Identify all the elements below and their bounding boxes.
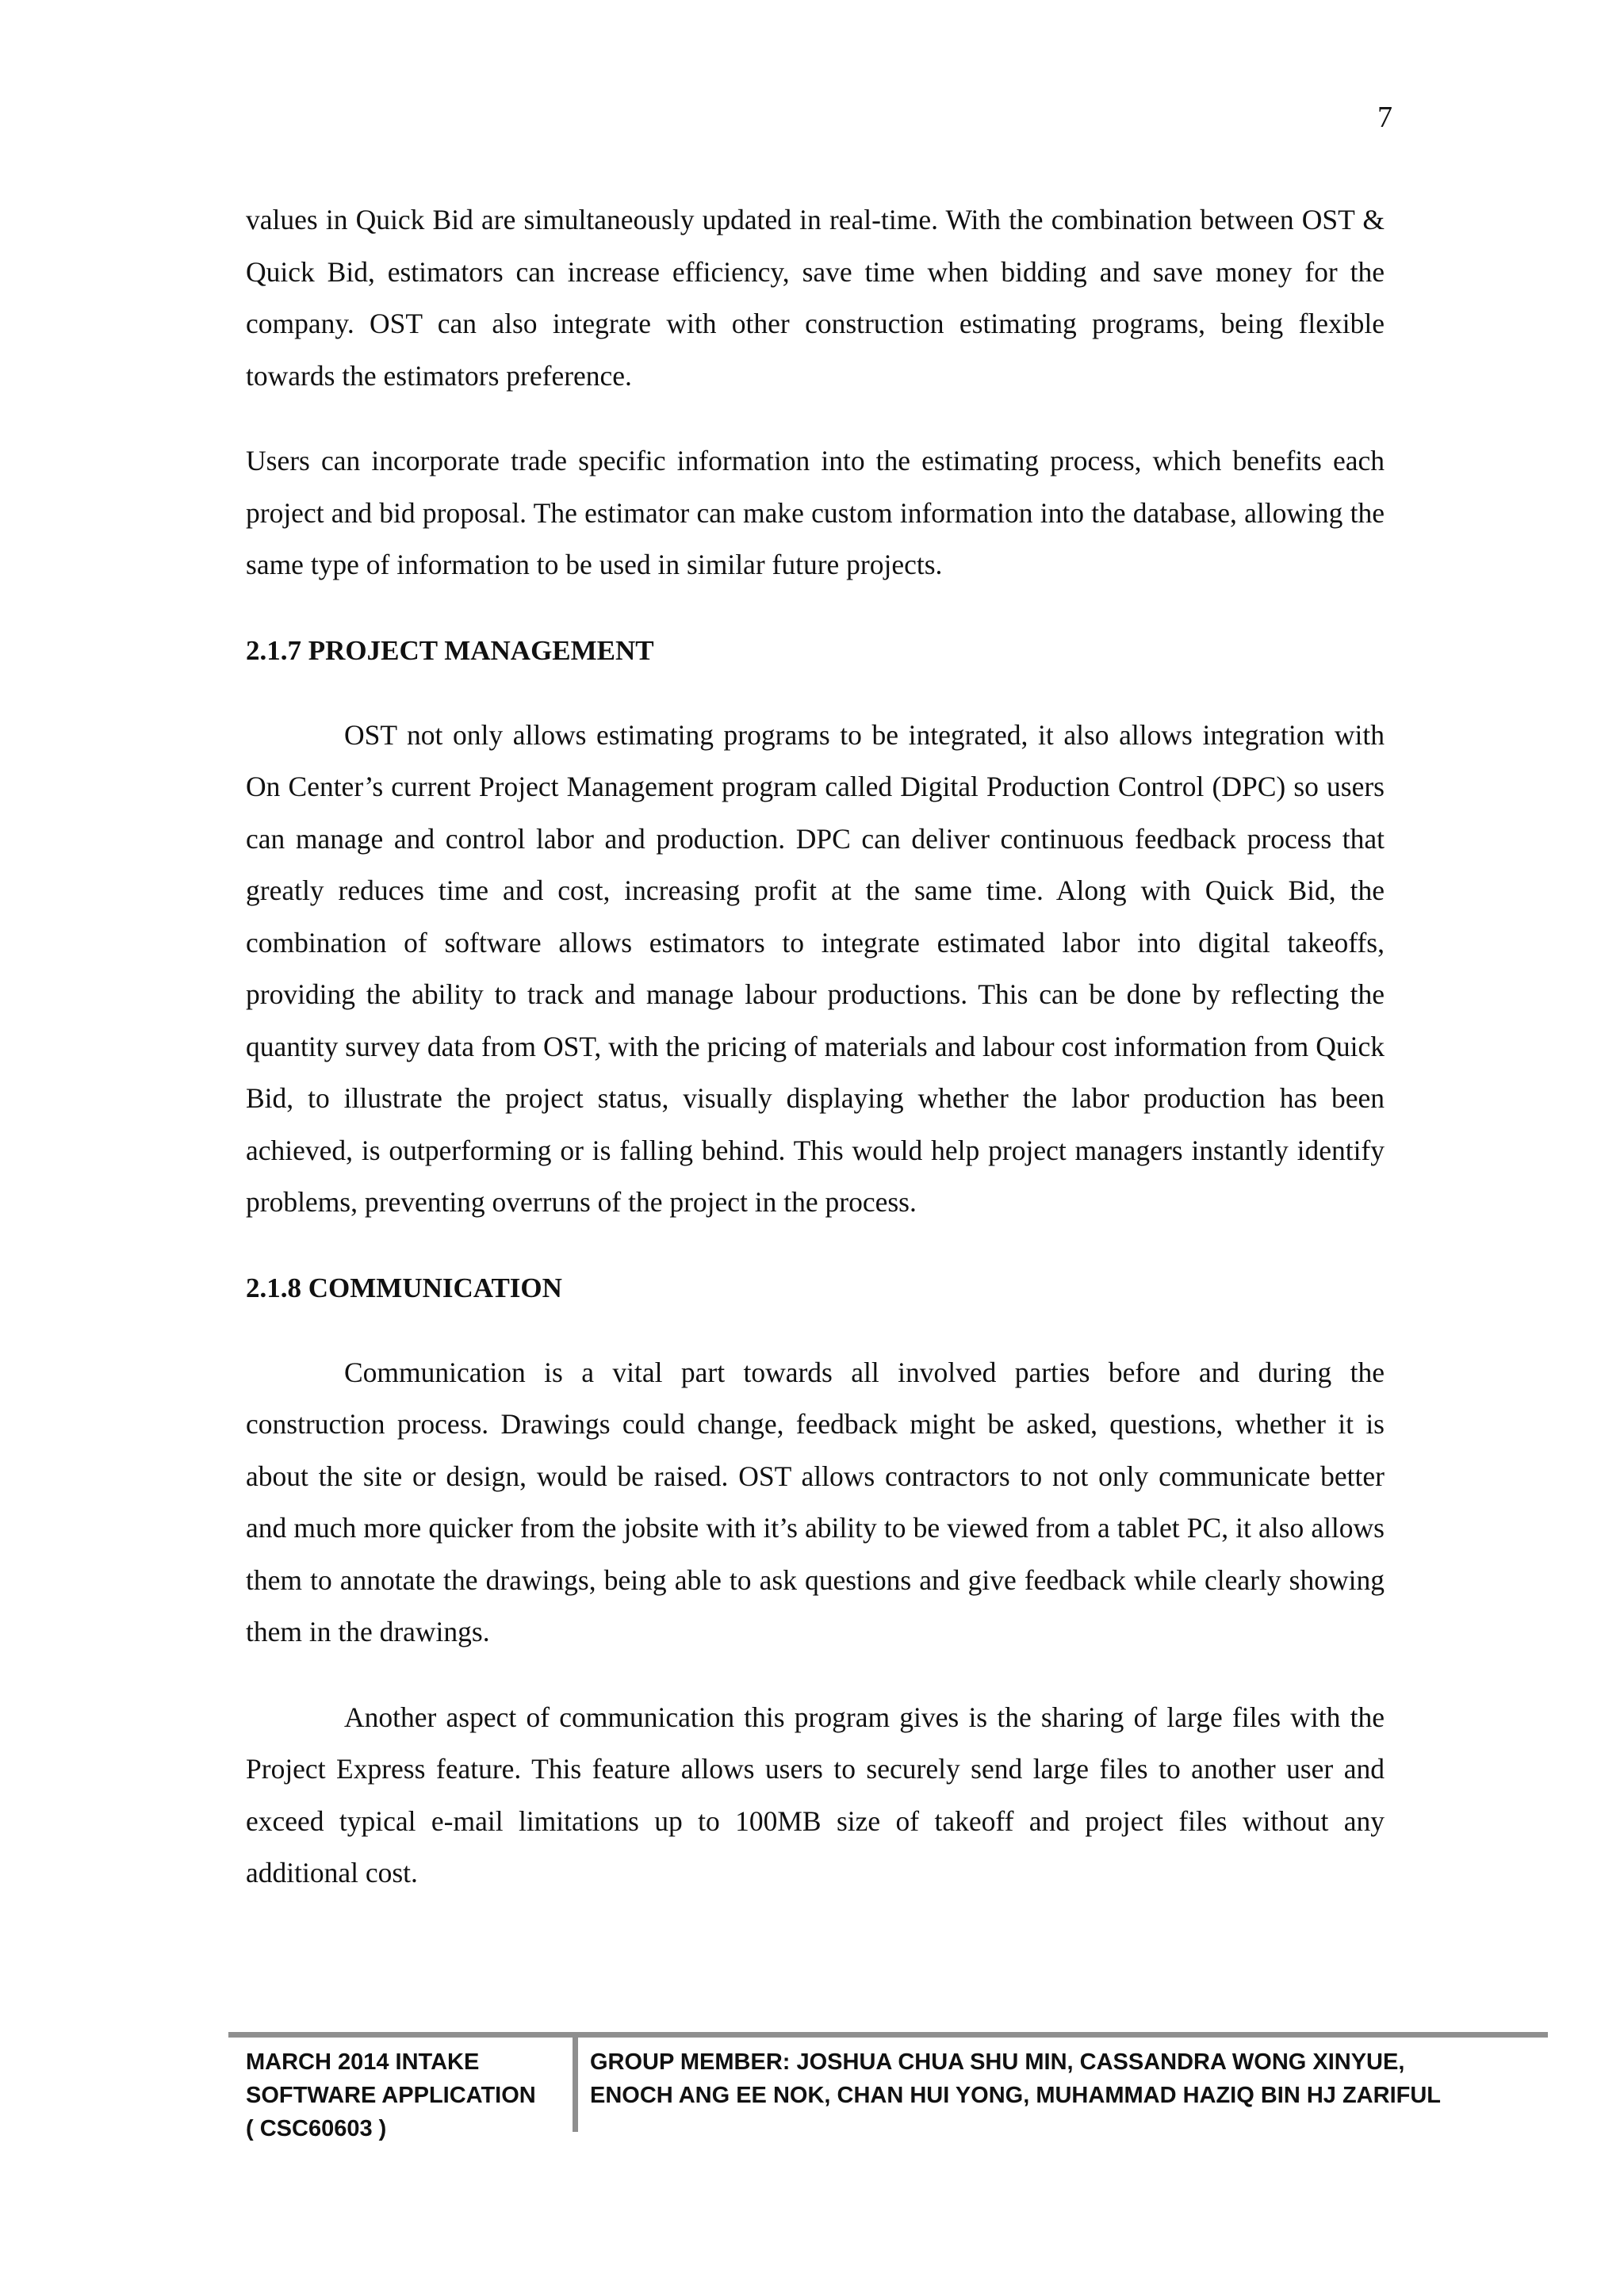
- document-body: [246, 194, 1385, 1900]
- footer-members-line-2: ENOCH ANG EE NOK, CHAN HUI YONG, MUHAMMAD HAZIQ BIN HJ ZARIFUL: [590, 2083, 1441, 2108]
- paragraph-spacer: [246, 676, 1385, 710]
- paragraph-spacer: [246, 591, 1385, 625]
- page-number: 7: [1377, 101, 1392, 134]
- paragraph-spacer: [246, 402, 1385, 435]
- footer-subject: SOFTWARE APPLICATION: [246, 2083, 536, 2108]
- footer-course-info: [246, 2045, 563, 2145]
- paragraph-project-management: OST not only allows estimating programs to be integrated, it also allows integration with On Center’s current Project Management program called Digital Production Control (DPC) so users can manage and control labor and production. DPC can deliver continuous feedback process that greatly reduces time and cost, increasing profit at the same time. Along with Quick Bid, the combination of software allows estimators to integrate estimated labor into digital takeoffs, providing the ability to track and manage labour productions. This can be done by reflecting the quantity survey data from OST, with the pricing of materials and labour cost information from Quick Bid, to illustrate the project status, visually displaying whether the labor production has been achieved, is outperforming or is falling behind. This would help project managers instantly identify problems, preventing overruns of the project in the process.: [246, 718, 1385, 1218]
- paragraph-quick-bid-realtime: values in Quick Bid are simultaneously updated in real-time. With the combination between OST & Quick Bid, estimators can increase efficiency, save time when bidding and save money for the company. OST can also integrate with other construction estimating programs, being flexible towards the estimators preference.: [246, 204, 1385, 392]
- paragraph-spacer: [246, 1314, 1385, 1347]
- section-heading-communication: 2.1.8 COMMUNICATION: [246, 1272, 562, 1303]
- footer-members-line-1: GROUP MEMBER: JOSHUA CHUA SHU MIN, CASSANDRA WONG XINYUE,: [590, 2049, 1405, 2075]
- footer-group-members: [590, 2045, 1542, 2112]
- section-heading-project-management: 2.1.7 PROJECT MANAGEMENT: [246, 634, 654, 666]
- paragraph-spacer: [246, 1659, 1385, 1692]
- footer-divider: [573, 2034, 578, 2132]
- paragraph-spacer: [246, 1229, 1385, 1262]
- paragraph-communication: Communication is a vital part towards all involved parties before and during the construction process. Drawings could change, feedback might be asked, questions, whether it is about the site or design, would be raised. OST allows contractors to not only communicate better and much more quicker from the jobsite with it’s ability to be viewed from a tablet PC, it also allows them to annotate the drawings, being able to ask questions and give feedback while clearly showing them in the drawings.: [246, 1356, 1385, 1647]
- paragraph-project-express: Another aspect of communication this program gives is the sharing of large files with the Project Express feature. This feature allows users to securely send large files to another user and exceed typical e-mail limitations up to 100MB size of takeoff and project files without any additional cost.: [246, 1701, 1385, 1888]
- paragraph-trade-information: Users can incorporate trade specific information into the estimating process, which benefits each project and bid proposal. The estimator can make custom information into the database, allowing the same type of information to be used in similar future projects.: [246, 445, 1385, 580]
- footer-intake: MARCH 2014 INTAKE: [246, 2049, 480, 2075]
- footer-course-code: ( CSC60603 ): [246, 2116, 387, 2141]
- footer-rule: [228, 2032, 1548, 2038]
